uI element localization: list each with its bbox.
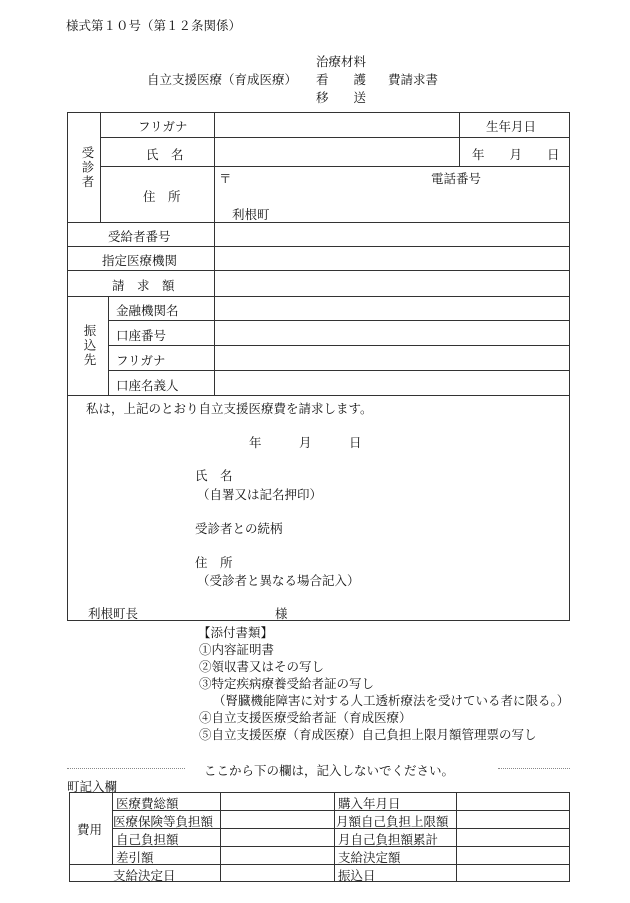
office-left-item: 医療保険等負担額 (113, 814, 214, 829)
attachment-item: ④自立支援医療受給者証（育成医療） (199, 710, 412, 725)
declaration-date: 年 月 日 (249, 435, 362, 450)
attachment-item: ①内容証明書 (199, 642, 275, 657)
office-use-notice: ここから下の欄は，記入しないでください。 (204, 763, 455, 778)
divider-line (67, 768, 185, 769)
attachments-heading: 【添付書類】 (198, 625, 274, 640)
furigana-label: フリガナ (138, 119, 188, 134)
birthdate-label: 生年月日 (486, 119, 537, 134)
addressee: 利根町長 (88, 606, 139, 621)
bank-name-input[interactable] (216, 298, 568, 318)
declaration-name-note: （自署又は記名押印） (197, 487, 323, 502)
name-label: 氏 名 (146, 147, 184, 162)
title-suffix: 費請求書 (388, 72, 439, 87)
declaration-address-note: （受診者と異なる場合記入） (197, 573, 360, 588)
cost-label: 費用 (77, 822, 103, 837)
declaration-address-label: 住 所 (195, 555, 233, 570)
transfer-group-label: 振込先 (82, 324, 97, 368)
account-number-label: 口座番号 (116, 328, 167, 343)
account-number-input[interactable] (216, 322, 568, 343)
recipient-number-label: 受給者番号 (108, 229, 171, 244)
attachment-item: ③特定疾病療養受給者証の写し (199, 676, 375, 691)
attachment-item: ⑤自立支援医療（育成医療）自己負担上限月額管理票の写し (199, 727, 537, 742)
relation-label: 受診者との続柄 (195, 521, 283, 536)
title-option-nursing: 看 護 (316, 72, 367, 87)
account-holder-label: 口座名義人 (116, 378, 179, 393)
decision-date-label: 支給決定日 (113, 868, 176, 883)
office-right-item: 月自己負担額累計 (338, 832, 439, 847)
office-right-item: 月額自己負担上限額 (336, 814, 449, 829)
office-left-item: 差引額 (116, 850, 154, 865)
claim-amount-label: 請 求 額 (112, 278, 175, 293)
furigana-input[interactable] (216, 114, 457, 135)
designated-institution-label: 指定医療機関 (102, 253, 178, 268)
title-option-transport: 移 送 (316, 90, 367, 105)
designated-institution-input[interactable] (216, 248, 568, 268)
address-label: 住 所 (143, 189, 181, 204)
patient-group-label: 受診者 (80, 146, 95, 190)
office-use-heading: 町記入欄 (67, 779, 118, 794)
name-input[interactable] (216, 139, 457, 164)
attachment-item: ②領収書又はその写し (199, 659, 325, 674)
office-left-item: 自己負担額 (116, 832, 179, 847)
office-right-item: 振込日 (338, 868, 376, 883)
phone-label: 電話番号 (431, 171, 482, 186)
account-holder-input[interactable] (216, 372, 568, 393)
title-prefix: 自立支援医療（育成医療） (147, 72, 298, 87)
town-name: 利根町 (232, 207, 270, 222)
form-number: 様式第１０号（第１２条関係） (66, 18, 242, 33)
attachment-note: （腎臓機能障害に対する人工透析療法を受けている者に限る。） (213, 693, 570, 708)
declaration-statement: 私は，上記のとおり自立支援医療費を請求します。 (86, 401, 373, 416)
postal-mark: 〒 (219, 171, 232, 186)
birthdate-value: 年 月 日 (472, 147, 560, 162)
transfer-furigana-input[interactable] (216, 347, 568, 368)
claim-amount-input[interactable] (216, 272, 568, 294)
declaration-name-label: 氏 名 (195, 468, 233, 483)
divider-line (498, 768, 570, 769)
office-right-item: 購入年月日 (338, 796, 401, 811)
honorific: 様 (275, 606, 288, 621)
office-left-item: 医療費総額 (116, 796, 179, 811)
transfer-furigana-label: フリガナ (116, 353, 166, 368)
office-right-item: 支給決定額 (338, 850, 401, 865)
recipient-number-input[interactable] (216, 224, 568, 244)
title-option-materials: 治療材料 (316, 54, 367, 69)
bank-name-label: 金融機関名 (116, 303, 179, 318)
